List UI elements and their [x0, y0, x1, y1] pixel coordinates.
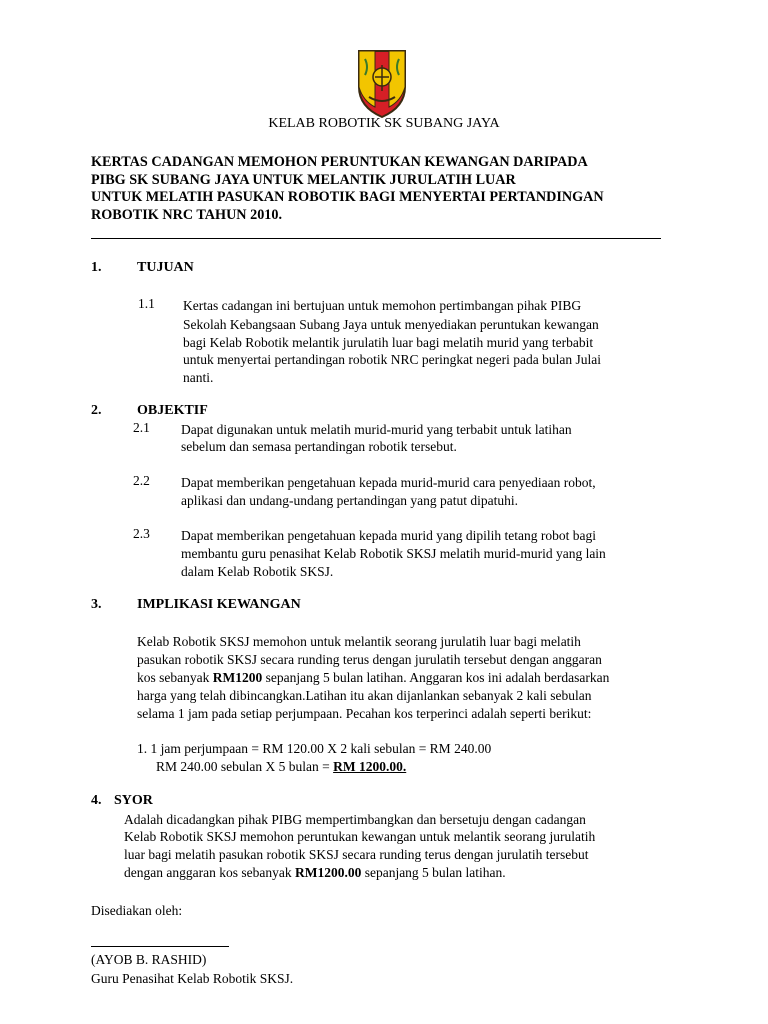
proposal-heading-line-3: UNTUK MELATIH PASUKAN ROBOTIK BAGI MENYERTAI PERTANDINGAN	[91, 189, 604, 205]
finance-line-5: selama 1 jam pada setiap perjumpaan. Pecahan kos terperinci adalah seperti berikut:	[137, 706, 592, 721]
section-2-title: OBJEKTIF	[137, 403, 208, 418]
item-2-1-number: 2.1	[133, 420, 150, 435]
cost-calc-line-1: 1. 1 jam perjumpaan = RM 120.00 X 2 kali sebulan = RM 240.00	[137, 741, 492, 756]
item-2-2-number: 2.2	[133, 473, 150, 488]
finance-line-4: harga yang telah dibincangkan.Latihan itu akan dijanlankan sebanyak 2 kali sebulan	[137, 688, 592, 703]
prepared-by-label: Disediakan oleh:	[91, 903, 183, 918]
section-4-number: 4.	[91, 793, 102, 808]
item-2-1-line-1: Dapat digunakan untuk melatih murid-murid yang terbabit untuk latihan	[181, 422, 572, 437]
item-1-1-line-2: Sekolah Kebangsaan Subang Jaya untuk menyediakan peruntukan kewangan	[183, 317, 599, 332]
finance-line-1: Kelab Robotik SKSJ memohon untuk melantik seorang jurulatih luar bagi melatih	[137, 634, 581, 649]
section-2-number: 2.	[91, 403, 102, 418]
finance-line-2: pasukan robotik SKSJ secara runding terus dengan jurulatih tersebut dengan anggaran	[137, 652, 602, 667]
item-2-2-line-2: aplikasi dan undang-undang pertandingan yang patut dipatuhi.	[181, 493, 519, 508]
section-3-number: 3.	[91, 597, 102, 612]
recommendation-line-1: Adalah dicadangkan pihak PIBG mempertimbangkan dan bersetuju dengan cadangan	[124, 812, 586, 827]
signatory-name: (AYOB B. RASHID)	[91, 952, 207, 967]
item-2-2-line-1: Dapat memberikan pengetahuan kepada murid-murid cara penyediaan robot,	[181, 475, 596, 490]
section-4-title: SYOR	[114, 793, 153, 808]
item-2-3-line-1: Dapat memberikan pengetahuan kepada murid yang dipilih tetang robot bagi	[181, 528, 596, 543]
section-1-title: TUJUAN	[137, 260, 194, 275]
item-1-1-number: 1.1	[138, 296, 155, 311]
recommendation-amount: RM1200.00	[294, 865, 362, 880]
section-1-number: 1.	[91, 260, 102, 275]
item-2-1-line-2: sebelum dan semasa pertandingan robotik tersebut.	[181, 439, 457, 454]
signatory-role: Guru Penasihat Kelab Robotik SKSJ.	[91, 971, 294, 986]
proposal-heading-line-1: KERTAS CADANGAN MEMOHON PERUNTUKAN KEWANGAN DARIPADA	[91, 154, 588, 170]
finance-line-3: kos sebanyak RM1200 sepanjang 5 bulan latihan. Anggaran kos ini adalah berdasarkan	[137, 670, 610, 685]
section-3-title: IMPLIKASI KEWANGAN	[137, 597, 301, 612]
item-2-3-line-3: dalam Kelab Robotik SKSJ.	[181, 564, 334, 579]
recommendation-line-2: Kelab Robotik SKSJ memohon peruntukan kewangan untuk melantik seorang jurulatih	[124, 829, 596, 844]
signature-line	[91, 946, 229, 947]
recommendation-line-4: dengan anggaran kos sebanyak RM1200.00 sepanjang 5 bulan latihan.	[124, 865, 506, 880]
school-crest-logo	[355, 47, 409, 119]
item-1-1-line-3: bagi Kelab Robotik melantik jurulatih luar bagi melatih murid yang terbabit	[183, 335, 594, 350]
cost-total: RM 1200.00.	[333, 759, 407, 774]
heading-divider	[91, 238, 661, 239]
cost-calc-line-2: RM 240.00 sebulan X 5 bulan = RM 1200.00.	[156, 759, 407, 774]
finance-amount: RM1200	[212, 670, 263, 685]
item-2-3-line-2: membantu guru penasihat Kelab Robotik SKSJ melatih murid-murid yang lain	[181, 546, 606, 561]
item-1-1-line-4: untuk menyertai pertandingan robotik NRC peringkat negeri pada bulan Julai	[183, 352, 602, 367]
proposal-heading-line-4: ROBOTIK NRC TAHUN 2010.	[91, 207, 283, 223]
recommendation-line-3: luar bagi melatih pasukan robotik SKSJ secara runding terus dengan jurulatih tersebut	[124, 847, 589, 862]
item-1-1-line-5: nanti.	[183, 370, 214, 385]
item-1-1-line-1: Kertas cadangan ini bertujuan untuk memohon pertimbangan pihak PIBG	[183, 298, 582, 313]
item-2-3-number: 2.3	[133, 526, 150, 541]
proposal-heading-line-2: PIBG SK SUBANG JAYA UNTUK MELANTIK JURULATIH LUAR	[91, 172, 516, 188]
club-title: KELAB ROBOTIK SK SUBANG JAYA	[268, 116, 500, 131]
